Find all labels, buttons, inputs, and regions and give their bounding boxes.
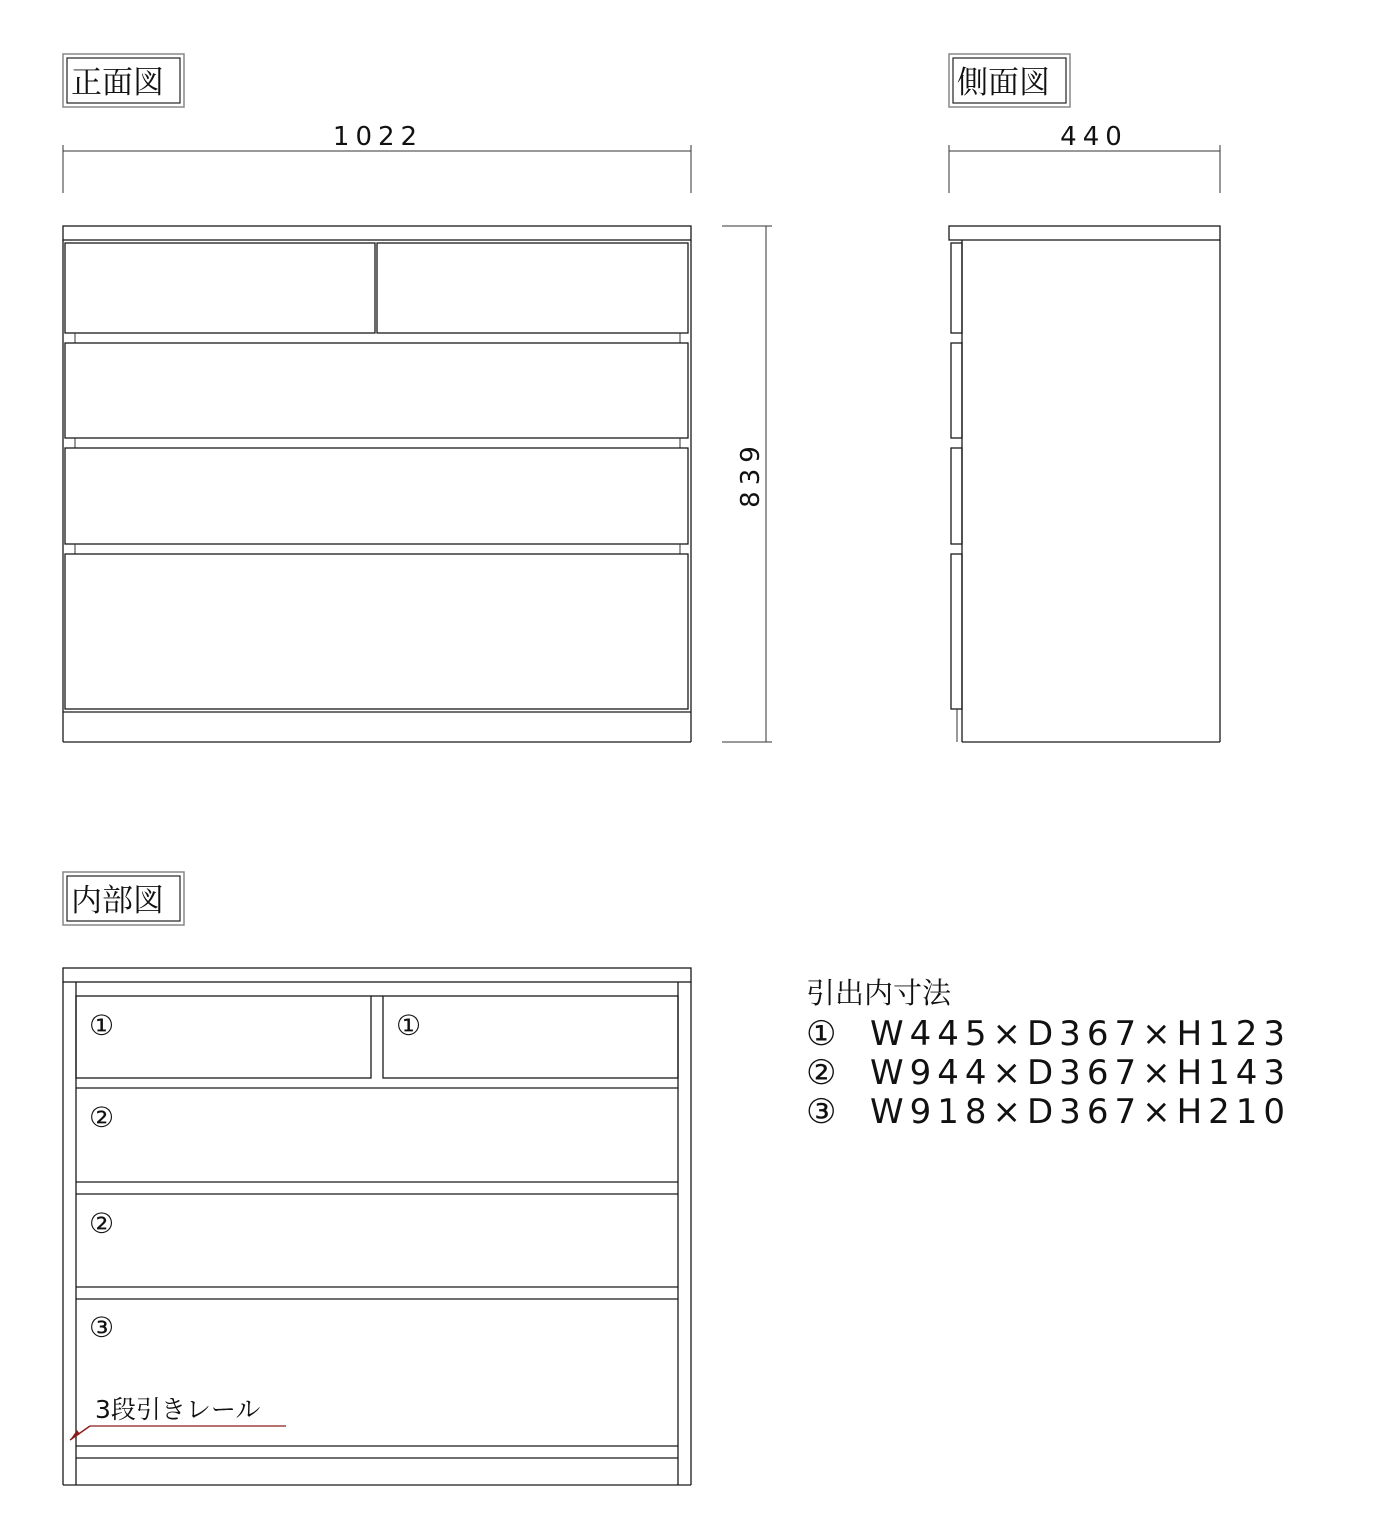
front-drawer-2 <box>65 343 688 438</box>
interior-mark-3: ③ <box>89 1311 115 1344</box>
spec-row-3-dims: W918×D367×H210 <box>870 1092 1292 1132</box>
side-view-title-box <box>949 54 1070 107</box>
front-width-label: 1022 <box>332 122 424 152</box>
interior-mark-2b: ② <box>89 1207 115 1240</box>
front-view-title: 正面図 <box>71 65 164 101</box>
side-cabinet <box>949 226 1220 742</box>
front-drawer-top-left <box>65 243 375 333</box>
side-view <box>949 54 1220 742</box>
interior-mark-2a: ② <box>89 1101 115 1134</box>
front-height-dimension <box>722 226 772 742</box>
spec-row-1-mark: ① <box>806 1014 843 1054</box>
front-width-dimension <box>63 122 691 193</box>
rail-label: 3段引きレール <box>95 1395 261 1424</box>
front-cabinet <box>63 226 691 742</box>
interior-drawer-1a <box>76 996 371 1078</box>
spec-row-1-dims: W445×D367×H123 <box>870 1014 1292 1054</box>
front-view-title-box <box>63 54 184 107</box>
front-drawer-top-right <box>377 243 688 333</box>
spec-row-2-dims: W944×D367×H143 <box>870 1053 1292 1093</box>
front-view <box>63 54 772 742</box>
arrow-icon <box>70 1430 80 1440</box>
front-drawer-3 <box>65 448 688 544</box>
interior-view-title-box <box>63 872 184 925</box>
side-view-title: 側面図 <box>957 65 1050 101</box>
drawer-spec-table <box>806 976 1291 1132</box>
side-depth-dimension <box>949 122 1220 193</box>
spec-row-3-mark: ③ <box>806 1092 843 1132</box>
front-drawer-4 <box>65 554 688 709</box>
interior-view-title: 内部図 <box>71 883 164 919</box>
interior-view <box>63 872 691 1485</box>
rail-callout <box>70 1395 286 1440</box>
interior-mark-1a: ① <box>89 1009 115 1042</box>
interior-drawer-1b <box>383 996 678 1078</box>
front-height-label: 839 <box>736 440 766 508</box>
spec-heading: 引出内寸法 <box>806 976 952 1010</box>
interior-mark-1b: ① <box>396 1009 422 1042</box>
side-depth-label: 440 <box>1060 122 1128 152</box>
spec-row-2-mark: ② <box>806 1053 843 1093</box>
